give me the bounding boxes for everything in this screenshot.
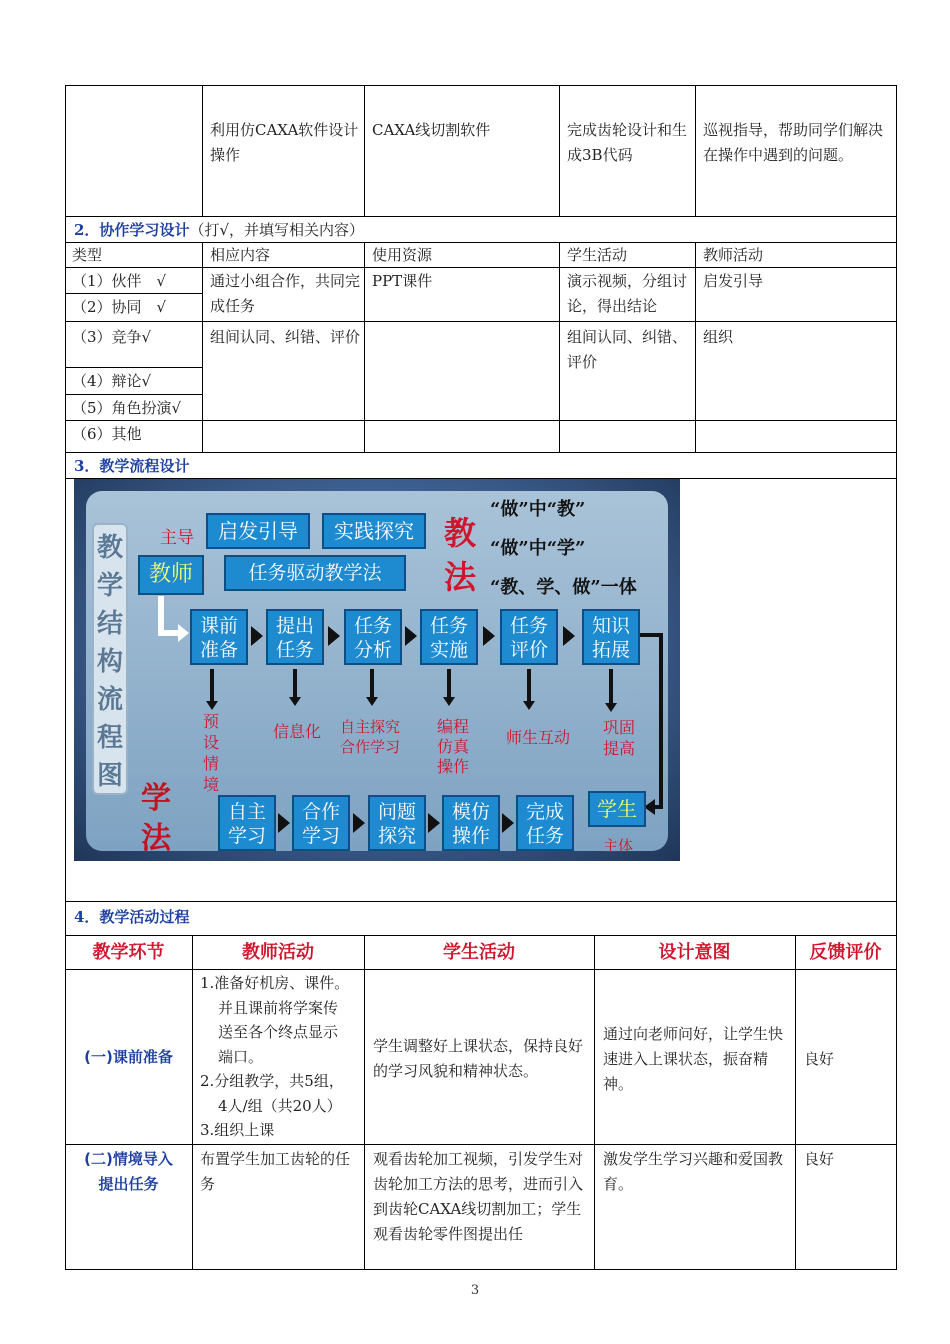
section3-title: 3．教学流程设计 xyxy=(74,457,190,475)
s4-row1-teacher xyxy=(200,971,362,1143)
note-1: 预设情境 xyxy=(202,712,219,794)
bottom-box-2-label: 合作学习 xyxy=(301,801,340,847)
diagram-jiaofa: 教法 xyxy=(443,514,476,596)
s4-header-student: 学生活动 xyxy=(443,942,515,963)
row2-teacher: 组织 xyxy=(703,328,734,346)
bottom-box-3 xyxy=(368,795,426,851)
step-4-label: 任务实施 xyxy=(429,615,468,661)
down-arrow-icon xyxy=(527,669,531,703)
divider xyxy=(559,85,560,216)
divider xyxy=(65,452,897,453)
table-border-top xyxy=(65,85,897,86)
row1-student: 演示视频，分组讨论，得出结论 xyxy=(567,272,688,315)
step-arrow-icon xyxy=(405,626,417,646)
divider xyxy=(65,216,897,217)
bottom-box-5-label: 完成任务 xyxy=(525,801,564,847)
s4-row1-student: 学生调整好上课状态，保持良好的学习风貌和精神状态。 xyxy=(373,1037,584,1080)
type-collab: （2）协同 √ xyxy=(72,298,167,316)
section2-note: （打√，并填写相关内容） xyxy=(189,221,365,239)
s4-row1-teacher-line5: 2.分组教学，共5组， xyxy=(200,1072,344,1090)
divider xyxy=(364,935,365,1270)
divider xyxy=(202,85,203,216)
s4-row1-teacher-line7: 3.组织上课 xyxy=(200,1121,275,1139)
bottom-box-2 xyxy=(292,795,350,851)
step-arrow-icon xyxy=(563,626,575,646)
top-row-student: 完成齿轮设计和生成3B代码 xyxy=(567,121,688,164)
divider xyxy=(795,935,796,1270)
bottom-arrow-icon xyxy=(353,813,365,833)
diagram-side-title-box xyxy=(92,523,128,795)
s4-row2-student: 观看齿轮加工视频，引发学生对齿轮加工方法的思考，进而引入到齿轮CAXA线切割加工；学生观看齿轮零件图提出任 xyxy=(373,1150,584,1243)
divider xyxy=(594,935,595,1270)
down-arrow-icon xyxy=(293,669,297,699)
diagram-white-arrow-head xyxy=(178,624,189,642)
divider xyxy=(65,901,897,902)
divider xyxy=(364,242,365,453)
s4-row2-teacher: 布置学生加工齿轮的任务 xyxy=(200,1150,351,1193)
diagram-box-qifa: 启发引导 xyxy=(206,513,310,549)
down-arrow-head xyxy=(443,697,455,706)
down-arrow-head xyxy=(206,701,218,710)
section4-title: 4．教学活动过程 xyxy=(74,908,190,926)
s4-header-teacher: 教师活动 xyxy=(242,942,314,963)
row2-student: 组间认同、纠错、评价 xyxy=(567,328,688,371)
header-content: 相应内容 xyxy=(210,246,271,264)
down-arrow-icon xyxy=(609,669,613,705)
down-arrow-head xyxy=(366,697,378,706)
diagram-zhudao: 主导 xyxy=(160,528,194,548)
diagram-box-shijian: 实践探究 xyxy=(322,513,426,549)
header-resource: 使用资源 xyxy=(372,246,433,264)
s4-row2-stage-line2: 提出任务 xyxy=(98,1175,159,1193)
bottom-box-4-label: 模仿操作 xyxy=(451,801,490,847)
bottom-box-5 xyxy=(516,795,574,851)
s4-row1-teacher-line6: 4人/组（共20人） xyxy=(218,1096,342,1115)
divider xyxy=(65,969,897,970)
bottom-box-4 xyxy=(442,795,500,851)
s4-row2-feedback: 良好 xyxy=(804,1150,835,1168)
step-6-label: 知识拓展 xyxy=(591,615,630,661)
s4-row2-stage xyxy=(65,1147,192,1197)
diagram-student-box: 学生 xyxy=(588,791,646,827)
step-3 xyxy=(344,609,402,665)
section2-heading xyxy=(74,218,874,242)
divider xyxy=(559,242,560,453)
s4-header-stage: 教学环节 xyxy=(92,942,165,963)
table-border-bottom xyxy=(65,1269,897,1270)
row1-teacher: 启发引导 xyxy=(703,272,764,290)
diagram-side-title: 教学结构流程图 xyxy=(96,533,123,791)
diagram-connector-v xyxy=(659,633,663,809)
step-1-label: 课前准备 xyxy=(199,615,238,661)
bottom-box-3-label: 问题探究 xyxy=(377,801,416,847)
step-5-label: 任务评价 xyxy=(509,615,548,661)
bottom-arrow-icon xyxy=(428,813,440,833)
note-3: 自主探究合作学习 xyxy=(339,718,400,756)
type-roleplay: （5）角色扮演√ xyxy=(72,399,182,417)
bottom-arrow-icon xyxy=(502,813,514,833)
divider xyxy=(695,85,696,216)
s4-row1-intent: 通过向老师问好，让学生快速进入上课状态，振奋精神。 xyxy=(603,1025,784,1093)
diagram-slogan-1: “做”中“教” xyxy=(490,499,586,520)
divider xyxy=(65,420,897,421)
note-2: 信息化 xyxy=(272,722,321,741)
teaching-flow-diagram xyxy=(74,479,680,861)
divider xyxy=(65,242,897,243)
note-6: 巩固提高 xyxy=(602,718,635,758)
s4-row1-teacher-line4: 端口。 xyxy=(218,1047,264,1066)
divider xyxy=(192,935,193,1270)
step-4 xyxy=(420,609,478,665)
page-number: 3 xyxy=(470,1283,480,1298)
table-border-right xyxy=(896,85,897,1270)
diagram-slogan-2: “做”中“学” xyxy=(490,538,586,559)
diagram-xuefa: 学法 xyxy=(141,781,171,856)
bottom-arrow-icon xyxy=(278,813,290,833)
step-2 xyxy=(266,609,324,665)
header-student: 学生活动 xyxy=(567,246,628,264)
divider xyxy=(65,367,202,368)
bottom-box-1 xyxy=(218,795,276,851)
diagram-slogan-3: “教、学、做”一体 xyxy=(490,577,637,598)
type-compete: （3）竞争√ xyxy=(72,328,152,346)
header-type: 类型 xyxy=(72,246,103,264)
down-arrow-icon xyxy=(210,669,214,703)
diagram-teacher-box: 教师 xyxy=(138,555,204,595)
type-other: （6）其他 xyxy=(72,425,142,443)
diagram-zhuti: 主体 xyxy=(602,837,633,855)
step-6 xyxy=(582,609,640,665)
divider xyxy=(65,935,897,936)
top-row-content: 利用仿CAXA软件设计操作 xyxy=(210,121,359,164)
diagram-method-box: 任务驱动教学法 xyxy=(224,555,406,591)
row1-content: 通过小组合作，共同完成任务 xyxy=(210,272,361,315)
down-arrow-head xyxy=(523,701,535,710)
note-5: 师生互动 xyxy=(505,728,570,747)
divider xyxy=(65,1144,897,1145)
divider xyxy=(695,242,696,453)
step-1 xyxy=(190,609,248,665)
down-arrow-head xyxy=(605,703,617,712)
s4-row1-feedback: 良好 xyxy=(804,1050,835,1068)
s4-row2-stage-line1: (二)情境导入 xyxy=(84,1150,173,1168)
s4-row1-stage: (一)课前准备 xyxy=(84,1048,173,1066)
section2-title: 2．协作学习设计 xyxy=(74,221,190,239)
down-arrow-icon xyxy=(447,669,451,699)
step-3-label: 任务分析 xyxy=(353,615,392,661)
note-4: 编程仿真操作 xyxy=(436,717,469,776)
step-5 xyxy=(500,609,558,665)
step-arrow-icon xyxy=(251,626,263,646)
row1-resource: PPT课件 xyxy=(372,272,433,290)
diagram-connector-h2 xyxy=(654,805,663,809)
type-partner: （1）伙伴 √ xyxy=(72,272,167,290)
diagram-white-arrow-h xyxy=(158,630,180,636)
table-border-left xyxy=(65,85,66,1270)
down-arrow-head xyxy=(289,697,301,706)
top-row-teacher: 巡视指导，帮助同学们解决在操作中遇到的问题。 xyxy=(703,121,884,164)
row2-content: 组间认同、纠错、评价 xyxy=(210,328,361,346)
divider xyxy=(65,267,897,268)
top-row-resource: CAXA线切割软件 xyxy=(372,121,491,139)
divider xyxy=(65,321,897,322)
header-teacher: 教师活动 xyxy=(703,246,764,264)
s4-row1-teacher-line1: 1.准备好机房、课件。 xyxy=(200,974,350,992)
divider xyxy=(364,85,365,216)
step-2-label: 提出任务 xyxy=(275,615,314,661)
type-debate: （4）辩论√ xyxy=(72,372,152,390)
divider xyxy=(202,242,203,453)
down-arrow-icon xyxy=(370,669,374,699)
s4-header-feedback: 反馈评价 xyxy=(809,942,882,963)
s4-row1-teacher-line2: 并且课前将学案传 xyxy=(218,998,339,1017)
bottom-box-1-label: 自主学习 xyxy=(227,801,266,847)
s4-row2-intent: 激发学生学习兴趣和爱国教育。 xyxy=(603,1150,784,1193)
s4-row1-teacher-line3: 送至各个终点显示 xyxy=(218,1023,339,1041)
s4-header-intent: 设计意图 xyxy=(658,942,731,963)
step-arrow-icon xyxy=(483,626,495,646)
step-arrow-icon xyxy=(328,626,340,646)
divider xyxy=(65,394,202,395)
